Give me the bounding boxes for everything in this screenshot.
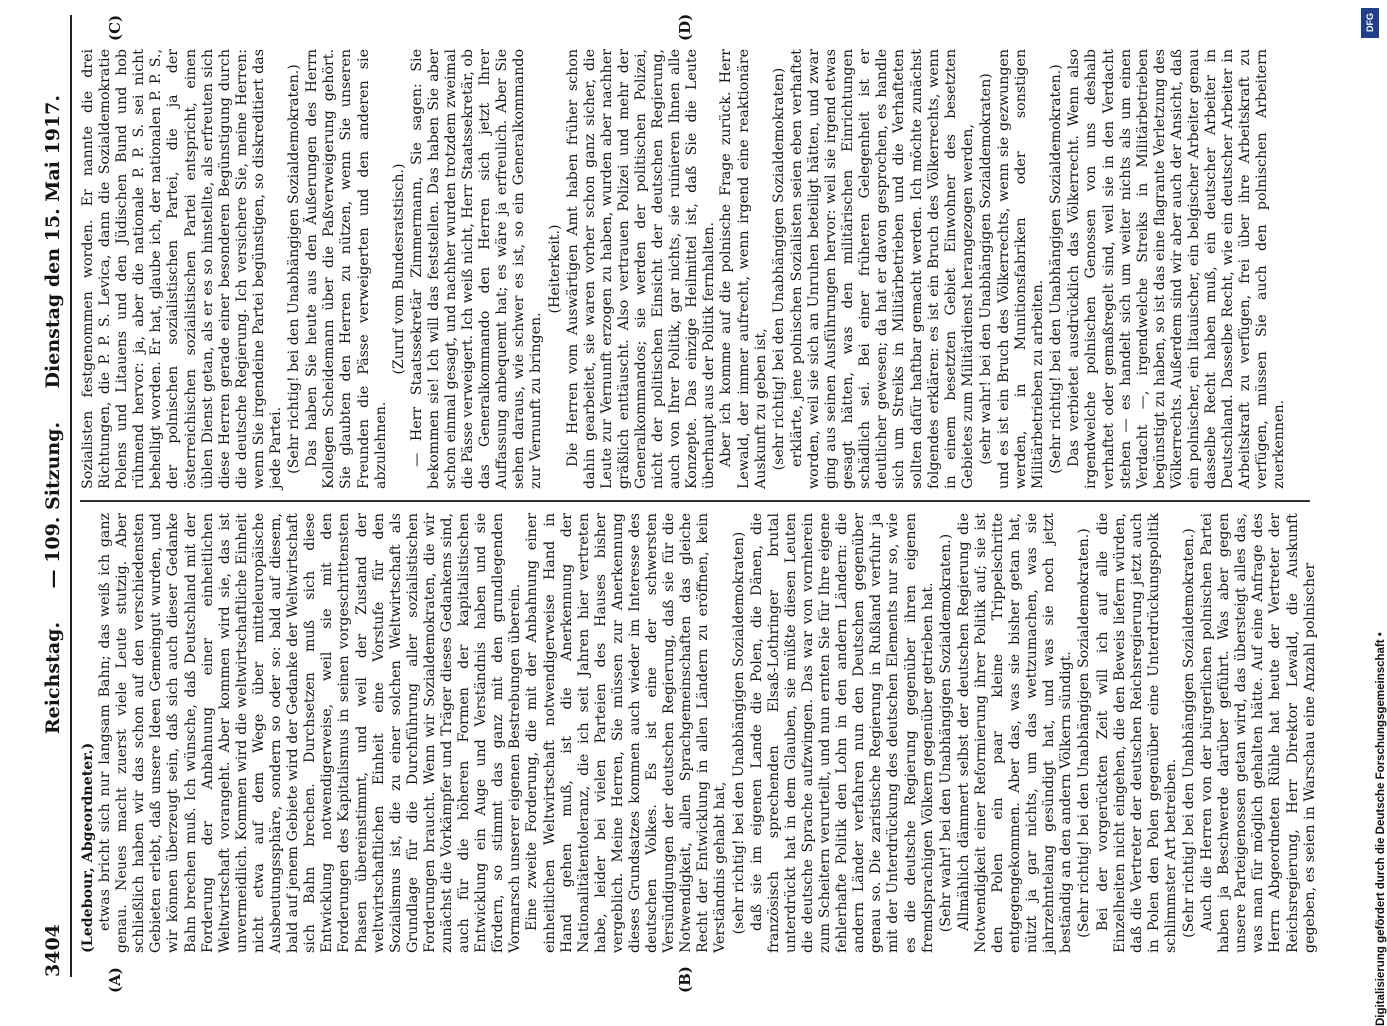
- interjection: (sehr richtig! bei den Unabhängigen Sozialdemokraten): [770, 67, 787, 471]
- header-date: Dienstag den 15. Mai 1917.: [42, 95, 64, 389]
- paragraph: Allmählich dämmert selbst der deutschen Regierung die Notwendigkeit einer Reformierung ihrer Politik auf; sie ist den Polen ein paar kleine Trippelschritte entgegengekommen. Aber das, was sie bisher getan hat, nützt ja gar nichts, um das wettzumachen, was sie jahrzehntelang gesündigt hat, und was sie noch jetzt beständig an den andern Völkern sündigt.: [955, 513, 1075, 953]
- paragraph: Das verbietet ausdrücklich das Völkerrecht. Wenn also irgendwelche polnischen Genossen von uns deshalb verhaftet oder gemaßregelt sind, weil sie in den Verdacht stehen — es handelt sich um weiter nichts als um einen Verdacht —, irgendwelche Streiks in Militärbetrieben begünstigt zu haben, so ist das eine flagrante Verletzung des Völkerrechts. Außerdem sind wir aber auch der Ansicht, daß ein polnischer, ein litauischer, ein belgischer Arbeiter genau dasselbe Recht haben muß, ein deutscher Arbeiter in Deutschland. Dasselbe Recht, wie ein deutscher Arbeiter in Arbeitskraft zu verfügen, frei über ihre Arbeitskraft zu verfügen, müssen Sie auch den polnischen Arbeitern zuerkennen.: [1066, 49, 1288, 489]
- left-column: [80, 513, 1318, 953]
- page-header: [42, 15, 72, 977]
- paragraph: daß sie im eigenen Lande die Polen, die Dänen, die französisch sprechenden Elsaß-Lothringer brutal unterdrückt hat in dem Glauben, sie müßte diesen Leuten die deutsche Sprache aufzwingen. Das war von vornherein zum Scheitern verurteilt, und nun ernten Sie für Ihre eigene fehlerhafte Politik den Lohn in den andern Ländern: die andern Länder verfahren nun den Deutschen gegenüber genau so. Die zaristische Regierung in Rußland verfuhr ja mit der Unterdrückung des deutschen Elements nur so, wie es die deutsche Regierung gegenüber ihren eigenen fremdsprachigen Völkern gegenüber getrieben hat.: [748, 513, 936, 953]
- interjection: (Sehr richtig! bei den Unabhängigen Sozialdemokraten.): [1048, 64, 1065, 474]
- page-number: 3404: [42, 924, 64, 977]
- paragraph: Das haben Sie heute aus den Äußerungen des Herrn Kollegen Scheidemann über die Paßverweigerung gehört. Sie glaubten den Herren zu nützen, wenn Sie unseren Freunden die Pässe verweigerten und den anderen sie abzulehnen.: [304, 49, 389, 489]
- right-column: [80, 49, 1310, 489]
- paragraph: — Herr Staatssekretär Zimmermann, Sie sagen: Sie bekommen sie! Ich will das feststellen. Das haben Sie aber schon einmal gesagt, und nachher wurden trotzdem zweimal die Pässe verweigert. Ich weiß nicht, Herr Staatssekretär, ob das Generalkommando den Herren sich jetzt Ihrer Auffassung anbequemt hat; es wäre ja erfreulich. Aber Sie sehen daraus, wie schwer es ist, so ein Generalkommando zur Vernunft zu bringen.: [408, 49, 545, 489]
- header-session: — 109. Sitzung.: [42, 421, 64, 589]
- paragraph: erklärte, jene polnischen Sozialisten seien eben verhaftet worden, weil sie sich an Unruhen beteiligt hätten, und zwar ging aus seinen Ausführungen hervor: weil sie irgend etwas gesagt hätten, was den militärischen Einrichtungen schädlich sei. Bei einer früheren Gelegenheit ist er deutlicher gewesen; da hat er davon gesprochen, es handle sich um Streiks in Militärbetrieben und die Verhafteten sollten dafür haftbar gemacht werden. Ich möchte zunächst folgendes erklären: es ist ein Bruch des Völkerrechts, wenn in einem besetzten Gebiet Einwohner des besetzten Gebietes zum Militärdienst herangezogen werden,: [788, 49, 976, 489]
- paragraph: Sozialisten festgenommen worden. Er nannte die drei Richtungen, die P. P. S. Levica, dann die Sozialdemokratie Polens und Litauens und den Jüdischen Bund und hob rühmend hervor: ja, aber die nationale P. P. S. sei nicht behelligt worden. Er hat, glaube ich, der nationalen P. P. S., der polnischen sozialistischen Partei, die ja der österreichischen sozialistischen Partei entspricht, einen üblen Dienst getan, als er es so hinstellte, als erfreuten sich diese Herren gerade einer besonderen Begünstigung durch die deutsche Regierung. Ich versichere Sie, meine Herren: wenn Sie irgendeine Partei begünstigen, so diskreditiert das jede Partei.: [80, 49, 285, 489]
- margin-mark-a: (A): [106, 967, 124, 993]
- speaker-label: (Ledebour, Abgeordneter.): [80, 742, 96, 953]
- paragraph: Die Herren vom Auswärtigen Amt haben früher schon dahin gearbeitet, sie waren vorher schon ganz sicher, die Leute zur Vernunft erzogen zu haben, wurden aber nachher gräßlich enttäuscht. Also vertrauen Polizei und mehr der Generalkommandos; sie werden der politischen Polizei, nicht der politischen Einsicht der deutschen Regierung, auch von Ihrer Politik, gar nichts, sie ruinieren Ihnen alle Konzepte. Das einzige Heilmittel ist, daß Sie die Leute überhaupt aus der Politik fernhalten.: [564, 49, 718, 489]
- interjection: (Sehr richtig! bei den Unabhängigen Sozialdemokraten.): [286, 64, 303, 474]
- paragraph: Auch die Herren von der bürgerlichen polnischen Partei haben ja Beschwerde darüber geführt. Was aber gegen unsere Parteigenossen getan wird, das übersteigt alles das, was man für möglich gehalten hätte. Auf eine Anfrage des Herrn Abgeordneten Rühle hat heute der Vertreter der Reichsregierung, Herr Direktor Lewald, die Auskunft gegeben, es seien in Warschau eine Anzahl polnischer: [1199, 513, 1318, 953]
- interjection: (Sehr richtig! bei den Unabhängigen Sozialdemokraten.): [1076, 528, 1093, 938]
- interjection: (sehr wahr! bei den Unabhängigen Sozialdemokraten): [977, 73, 994, 465]
- interjection: (Sehr wahr! bei den Unabhängigen Sozialdemokraten.): [937, 533, 954, 933]
- margin-mark-c: (C): [106, 14, 124, 41]
- margin-mark-d: (D): [676, 13, 694, 41]
- paragraph: Bei der vorgerückten Zeit will ich auf alle die Einzelheiten nicht eingehen, die den Beweis liefern würden, daß die Vertreter der deutschen Reichsregierung jetzt auch in Polen den Polen gegenüber eine Unterdrückungspolitik schlimmster Art betreiben.: [1094, 513, 1179, 953]
- interjection: (sehr richtig! bei den Unabhängigen Sozialdemokraten): [730, 531, 747, 935]
- interjection: (Zuruf vom Bundesratstisch.): [390, 163, 407, 375]
- column-divider: [80, 501, 1310, 503]
- credit-text: Digitalisierung gefördert durch die Deutsche Forschungsgemeinschaft •: [1375, 632, 1387, 1026]
- interjection: (Sehr richtig! bei den Unabhängigen Sozialdemokraten.): [1181, 528, 1197, 938]
- rotated-page: [36, 5, 1336, 995]
- paragraph: Eine zweite Forderung, die mit der Anbahnung einer einheitlichen Weltwirtschaft notwendigerweise Hand in Hand gehen muß, ist die Anerkennung der Nationalitätentoleranz, die ich seit Jahren hier vertreten habe, leider bei vielen Parteien des Hauses bisher vergeblich. Meine Herren, Sie müssen zur Anerkennung dieses Grundsatzes kommen auch wieder im Interesse des deutschen Volkes. Es ist eine der schwersten Versündigungen der deutschen Regierung, daß sie für die Notwendigkeit, allen Sprachgemeinschaften das gleiche Recht der Entwicklung in allen Ländern zu eröffnen, kein Verständnis gehabt hat,: [524, 513, 729, 953]
- header-title: Reichstag.: [42, 621, 64, 735]
- paragraph: Aber ich komme auf die polnische Frage zurück. Herr Lewald, der immer aufrecht, wenn irgend eine reaktionäre Auskunft zu geben ist,: [718, 49, 769, 489]
- dfg-logo: DFG: [1361, 8, 1379, 38]
- digitization-credit: [1357, 46, 1387, 1026]
- interjection: (Heiterkeit.): [546, 224, 563, 314]
- paragraph: etwas bricht sich nur langsam Bahn; das weiß ich ganz genau. Neues macht zuerst viele Leute stutzig. Aber schließlich haben wir das schon auf den verschiedensten Gebieten erlebt, daß unsere Ideen Gemeingut wurden, und wir können überzeugt sein, daß sich auch dieser Gedanke Bahn brechen muß. Ich wünsche, daß Deutschland mit der Forderung der Anbahnung einer einheitlichen Weltwirtschaft vorangeht. Aber kommen wird sie, das ist unvermeidlich. Kommen wird die weltwirtschaftliche Einheit nicht etwa auf dem Wege über mitteleuropäische Ausbeutungssphäre, sondern so oder so: bald auf diesem, bald auf jenem Gebiete wird der Gedanke der Weltwirtschaft sich Bahn brechen. Durchsetzen muß sich diese Entwicklung notwendigerweise, weil sie mit den Forderungen des Kapitalismus in seinen vorgeschrittensten Phasen übereinstimmt, und weil der Zustand der weltwirtschaftlichen Einheit eine Vorstufe für den Sozialismus ist, die zu einer solchen Weltwirtschaft als Grundlage für die Durchführung aller sozialistischen Forderungen braucht. Wenn wir Sozialdemokraten, die wir zunächst die Vorkämpfer und Träger dieses Gedankens sind, auch für die höheren Formen der kapitalistischen Entwicklung ein Auge und Verständnis haben und sie fördern, so stimmt das ganz mit den grundlegenden Vormarsch unserer eigenen Bestrebungen überein.: [97, 513, 524, 953]
- paragraph: und es ist ein Bruch des Völkerrechts, wenn sie gezwungen werden, in Munitionsfabriken oder sonstigen Militärbetrieben zu arbeiten.: [995, 49, 1047, 489]
- margin-mark-b: (B): [676, 966, 694, 993]
